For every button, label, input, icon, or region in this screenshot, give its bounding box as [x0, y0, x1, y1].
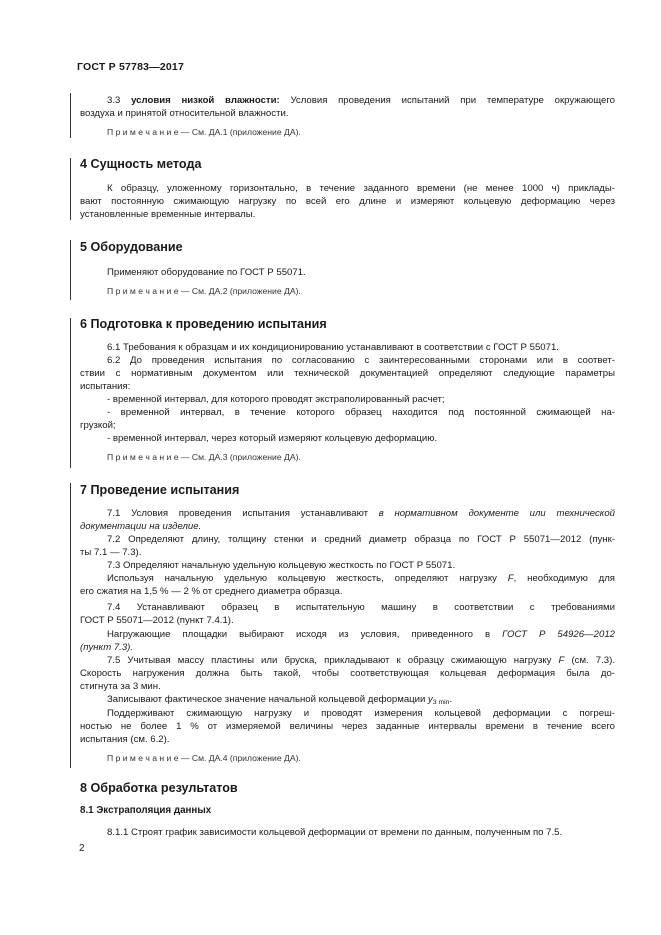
text-line: К образцу, уложенному горизонтально, в течение заданного времени (не менее 1000 ч) приклады- — [107, 183, 615, 194]
text-line: ностью не более 1 % от измеряемой величины через заданные интервалы времени в течение всего — [80, 721, 615, 732]
section-title-8: 8 Обработка результатов — [80, 781, 238, 795]
text: . — [449, 694, 453, 705]
text-line: 7.4 Устанавливают образец в испытательную машину в соответствии с требованиями — [107, 602, 615, 613]
text-line: стигнута за 3 мин. — [80, 681, 161, 692]
emphasis: ГОСТ Р 54926—2012 — [502, 629, 615, 640]
note: П р и м е ч а н и е — См. ДА.1 (приложение ДА). — [107, 127, 301, 137]
text-line: испытания: — [80, 381, 131, 392]
term: условия низкой влажности: — [131, 95, 280, 106]
change-bar — [70, 93, 71, 138]
subscript: 3 min — [432, 699, 450, 706]
emphasis: документации на изделие. — [80, 521, 202, 532]
section-title-5: 5 Оборудование — [80, 240, 183, 254]
symbol-y: y — [428, 694, 433, 705]
text-line: вают постоянную сжимающую нагрузку по всей его длине и измеряют кольцевую деформацию через — [80, 196, 615, 207]
change-bar — [70, 158, 71, 220]
text-line: Поддерживают сжимающую нагрузку и проводят измерения кольцевой деформации с погреш- — [107, 708, 615, 719]
symbol-f: F — [507, 573, 514, 584]
emphasis: в нормативном документе или технической — [378, 508, 615, 519]
change-bar — [70, 483, 71, 768]
text: Условия проведения испытаний при температуре окружающего — [279, 95, 615, 106]
text: Нагружающие площадки выбирают исходя из условия, приведенного в — [107, 629, 503, 640]
list-item: - временной интервал, через который измеряют кольцевую деформацию. — [107, 433, 438, 444]
text-line — [107, 507, 615, 520]
text-line: Скорость нагружения должна быть такой, чтобы соответствующая кольцевая деформация была до- — [80, 668, 615, 679]
list-item: - временной интервал, в течение которого образец находится под постоянной сжимающей на- — [107, 407, 615, 418]
text-line: воздуха и принятой относительной влажности. — [80, 108, 289, 119]
text-line: ты 7.1 — 7.3). — [80, 547, 142, 558]
change-bar — [70, 318, 71, 468]
symbol-f: F — [558, 655, 565, 666]
text-line: 8.1.1 Строят график зависимости кольцевой деформации от времени по данным, полученным по 7.5. — [107, 827, 563, 838]
text-line — [107, 572, 615, 585]
section-title-7: 7 Проведение испытания — [80, 483, 240, 497]
text-line: грузкой; — [80, 420, 116, 431]
text-line: Применяют оборудование по ГОСТ Р 55071. — [107, 267, 306, 278]
text-line: ГОСТ Р 55071—2012 (пункт 7.4.1). — [80, 615, 234, 626]
text-line: 6.1 Требования к образцам и их кондиционированию устанавливают в соответствии с ГОСТ Р 55071. — [107, 342, 559, 353]
text: Записывают фактическое значение начальной кольцевой деформации — [107, 694, 429, 705]
emphasis: (пункт 7.3). — [80, 642, 134, 653]
page-number: 2 — [79, 843, 85, 854]
note: П р и м е ч а н и е — См. ДА.2 (приложение ДА). — [107, 286, 301, 296]
text: 7.5 Учитывая массу пластины или бруска, прикладывают к образцу сжимающую нагрузку — [107, 655, 559, 666]
text-line: установленные временные интервалы. — [80, 209, 256, 220]
text: Используя начальную удельную кольцевую жесткость, определяют нагрузку — [107, 573, 508, 584]
text-line — [107, 628, 615, 641]
text-line: его сжатия на 1,5 % — 2 % от среднего диаметра образца. — [80, 586, 343, 597]
text: , необходимую для — [513, 573, 615, 584]
text-line: 6.2 До проведения испытания по согласованию с заинтересованными сторонами или в соответ- — [107, 355, 615, 366]
text-line: ствии с нормативным документом или технической документацией определяют следующие параметры — [80, 368, 615, 379]
subsection-title-8-1: 8.1 Экстраполяция данных — [80, 805, 212, 816]
text-line: 7.3 Определяют начальную удельную кольцевую жесткость по ГОСТ Р 55071. — [107, 560, 456, 571]
text-line — [80, 520, 615, 533]
text-line — [107, 654, 615, 667]
text: 7.1 Условия проведения испытания устанавливают — [107, 508, 379, 519]
document-header: ГОСТ Р 57783—2017 — [77, 61, 185, 73]
text-line: 7.2 Определяют длину, толщину стенки и средний диаметр образца по ГОСТ Р 55071—2012 (пунк- — [107, 534, 615, 545]
section-title-4: 4 Сущность метода — [80, 157, 202, 171]
section-title-6: 6 Подготовка к проведению испытания — [80, 317, 327, 331]
list-item: - временной интервал, для которого проводят экстраполированный расчет; — [107, 394, 445, 405]
note: П р и м е ч а н и е — См. ДА.3 (приложение ДА). — [107, 452, 301, 462]
text-line: испытания (см. 6.2). — [80, 734, 170, 745]
clause-number: 3.3 — [107, 95, 132, 106]
text-line — [80, 641, 615, 654]
note: П р и м е ч а н и е — См. ДА.4 (приложение ДА). — [107, 753, 301, 763]
change-bar — [70, 240, 71, 300]
text: (см. 7.3). — [564, 655, 615, 666]
paragraph-3-3 — [107, 94, 615, 107]
